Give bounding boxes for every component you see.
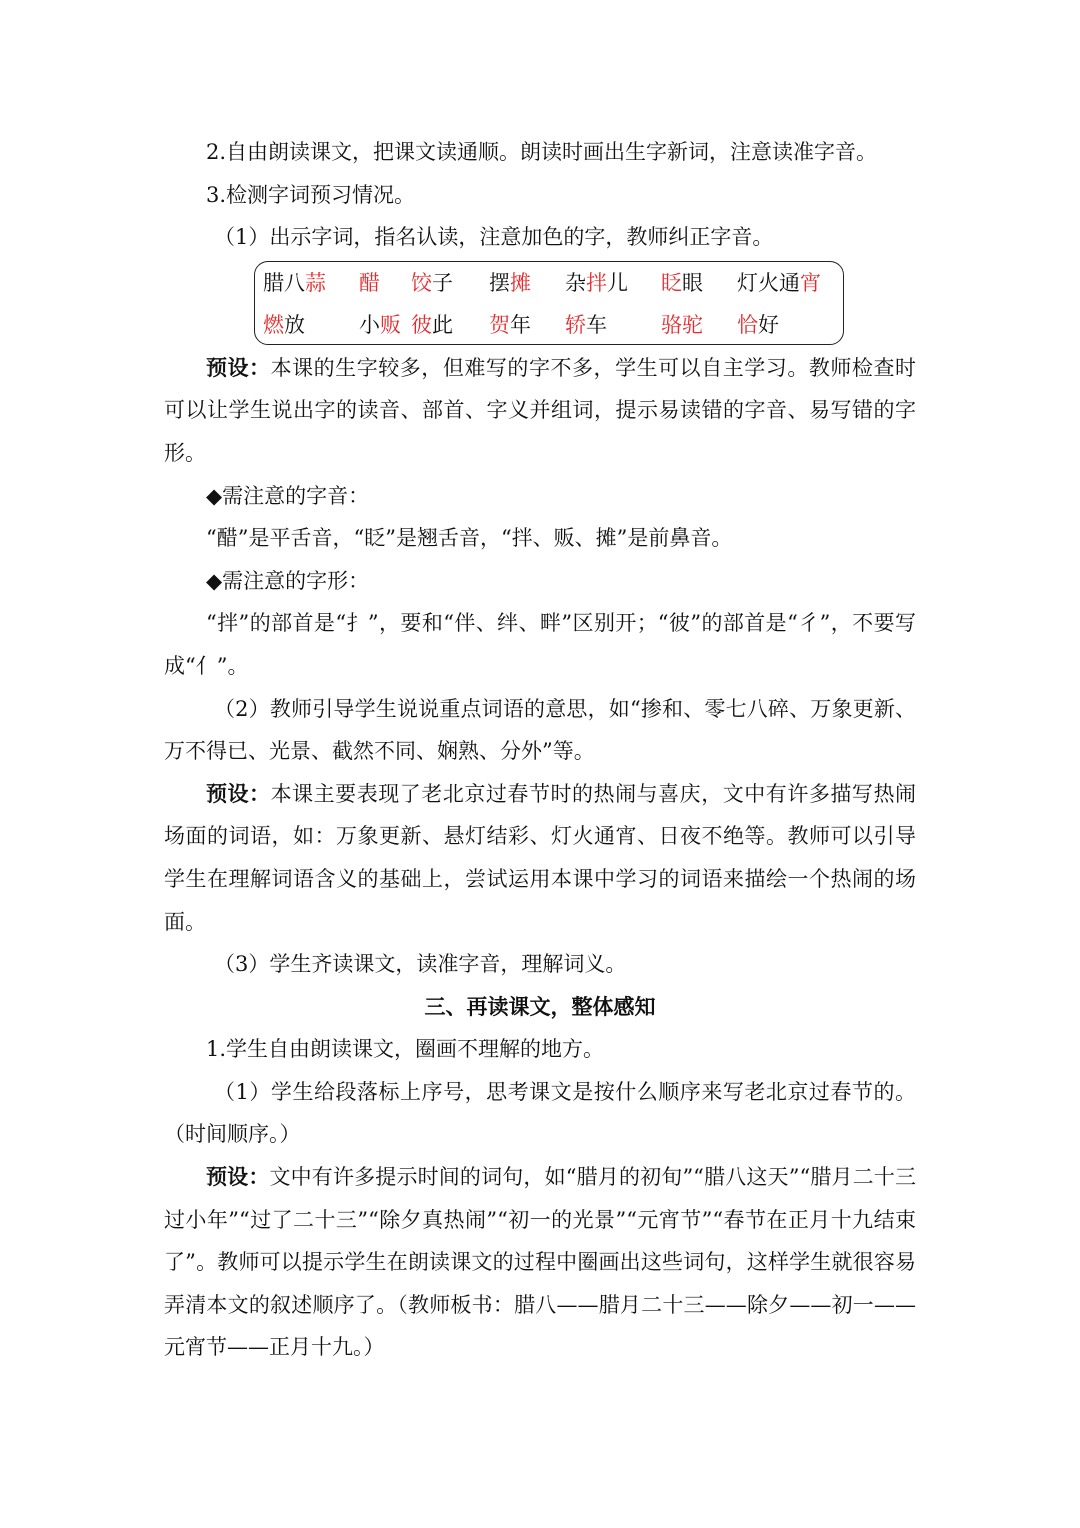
section-3-step-1: 1.学生自由朗读课文，圈画不理解的地方。	[206, 1037, 605, 1062]
sub-3-text: （3）学生齐读课文，读准字音，理解词义。	[214, 952, 627, 977]
vocabulary-word	[359, 305, 401, 345]
preset-label: 预设：	[206, 1164, 270, 1190]
word-character: 摆	[489, 270, 510, 295]
vocabulary-word	[359, 263, 380, 303]
step-3-text: 3.检测字词预习情况。	[206, 182, 416, 207]
preset-1-text: 本课的生字较多，但难写的字不多，学生可以自主学习。教师检查时可以让学生说出字的读音、部首、字义并组词，提示易读错的字音、易写错的字形。	[164, 355, 916, 465]
vocabulary-row-1	[263, 263, 835, 303]
highlighted-character: 摊	[510, 270, 531, 295]
vocabulary-word	[565, 305, 607, 345]
note-sound-title: ◆需注意的字音：	[206, 483, 370, 508]
word-character: 小	[359, 312, 380, 337]
vocabulary-word	[737, 305, 779, 345]
word-character: 眼	[682, 270, 703, 295]
highlighted-character: 眨	[661, 270, 682, 295]
section-3-title: 三、再读课文，整体感知	[424, 993, 656, 1019]
word-character: 腊八	[263, 270, 305, 295]
vocabulary-box	[254, 261, 844, 345]
highlighted-character: 恰	[737, 312, 758, 337]
word-character: 此	[432, 312, 453, 337]
vocabulary-word	[565, 263, 628, 303]
step-2-text: 2.自由朗读课文，把课文读通顺。朗读时画出生字新词，注意读准字音。	[206, 140, 878, 164]
word-character: 儿	[607, 270, 628, 295]
highlighted-character: 贩	[380, 312, 401, 337]
vocabulary-row-2	[263, 305, 835, 345]
word-character: 放	[284, 312, 305, 337]
preset-3-paragraph	[164, 1156, 916, 1369]
highlighted-character: 骆驼	[661, 312, 703, 337]
highlighted-character: 燃	[263, 312, 284, 337]
sub-2-text: （2）教师引导学生说说重点词语的意思，如“掺和、零七八碎、万象更新、万不得已、光景、截然不同、娴熟、分外”等。	[164, 696, 916, 764]
vocabulary-word	[263, 263, 326, 303]
highlighted-character: 彼	[411, 312, 432, 337]
sub-1-text: （1）出示字词，指名认读，注意加色的字，教师纠正字音。	[214, 225, 774, 250]
page-content	[164, 131, 916, 1369]
preset-3-text: 文中有许多提示时间的词句，如“腊月的初旬”“腊八这天”“腊月二十三过小年”“过了二十三”“除夕真热闹”“初一的光景”“元宵节”“春节在正月十九结束了”。教师可以提示学生在朗读课文的过程中圈画出这些词句，这样学生就很容易弄清本文的叙述顺序了。（教师板书：腊八——腊月二十三——除夕——初一——元宵节——正月十九。）	[164, 1165, 916, 1360]
vocabulary-word	[263, 305, 305, 345]
vocabulary-word	[661, 263, 703, 303]
word-character: 灯火通	[737, 270, 800, 295]
word-character: 好	[758, 312, 779, 337]
preset-label: 预设：	[206, 780, 271, 806]
preset-2-text: 本课主要表现了老北京过春节时的热闹与喜庆，文中有许多描写热闹场面的词语，如：万象更新、悬灯结彩、灯火通宵、日夜不绝等。教师可以引导学生在理解词语含义的基础上，尝试运用本课中学习的词语来描绘一个热闹的场面。	[164, 781, 916, 934]
vocabulary-word	[411, 263, 453, 303]
highlighted-character: 醋	[359, 270, 380, 295]
vocabulary-word	[489, 263, 531, 303]
vocabulary-word	[411, 305, 453, 345]
preset-label: 预设：	[206, 354, 271, 380]
vocabulary-word	[489, 305, 531, 345]
highlighted-character: 饺	[411, 270, 432, 295]
highlighted-character: 轿	[565, 312, 586, 337]
vocabulary-word	[737, 263, 821, 303]
note-shape-title: ◆需注意的字形：	[206, 568, 370, 593]
section-3-sub-1: （1）学生给段落标上序号，思考课文是按什么顺序来写老北京过春节的。（时间顺序。）	[164, 1079, 916, 1147]
word-character: 子	[432, 270, 453, 295]
note-shape-text: “拌”的部首是“扌”，要和“伴、绊、畔”区别开；“彼”的部首是“彳”，不要写成“亻”。	[164, 611, 916, 678]
preset-1-paragraph	[164, 347, 916, 475]
vocabulary-word	[661, 305, 703, 345]
word-character: 杂	[565, 270, 586, 295]
preset-2-paragraph	[164, 773, 916, 943]
word-character: 年	[510, 312, 531, 337]
word-character: 车	[586, 312, 607, 337]
note-sound-text: “醋”是平舌音，“眨”是翘舌音，“拌、贩、摊”是前鼻音。	[206, 526, 733, 551]
highlighted-character: 宵	[800, 270, 821, 295]
highlighted-character: 拌	[586, 270, 607, 295]
highlighted-character: 贺	[489, 312, 510, 337]
highlighted-character: 蒜	[305, 270, 326, 295]
